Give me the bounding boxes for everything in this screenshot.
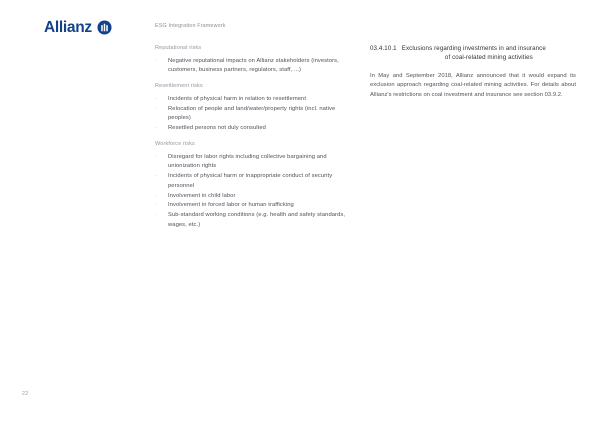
bullet-dash-icon: · bbox=[155, 212, 158, 219]
bullet-dash-icon: · bbox=[155, 173, 158, 180]
list-item-text: Relocation of people and land/water/property rights (incl. native peoples) bbox=[168, 105, 336, 122]
bullet-dash-icon: · bbox=[155, 192, 158, 199]
list-item-text: Involvement in child labor bbox=[168, 192, 236, 199]
risk-group-label: Reputational risks bbox=[155, 45, 202, 51]
bullet-dash-icon: · bbox=[155, 57, 158, 64]
risk-bullet-list bbox=[155, 57, 353, 76]
list-item-text: Incidents of physical harm in relation to resettlement bbox=[168, 95, 307, 102]
section-title bbox=[402, 45, 576, 63]
list-item-text: Involvement in forced labor or human trafficking bbox=[168, 202, 294, 209]
list-item bbox=[155, 95, 353, 104]
bullet-dash-icon: · bbox=[155, 95, 158, 102]
running-header-title: ESG Integration Framework bbox=[155, 23, 226, 29]
list-item bbox=[155, 153, 353, 172]
bullet-dash-icon: · bbox=[155, 105, 158, 112]
section-title-line-1: Exclusions regarding investments in and insurance bbox=[401, 45, 546, 52]
risk-group-label: Workforce risks bbox=[155, 141, 195, 148]
bullet-dash-icon: · bbox=[155, 202, 158, 209]
list-item bbox=[155, 192, 353, 201]
section-number: 03.4.10.1 bbox=[370, 45, 397, 52]
right-content-column bbox=[370, 45, 576, 106]
allianz-wordmark: Allianz bbox=[44, 19, 92, 36]
section-heading bbox=[370, 45, 576, 63]
risk-group-resettlement bbox=[155, 83, 353, 133]
list-item bbox=[155, 105, 353, 124]
risk-group-workforce bbox=[155, 141, 353, 230]
risk-bullet-list bbox=[155, 95, 353, 134]
bullet-dash-icon: · bbox=[155, 125, 158, 132]
list-item bbox=[155, 201, 353, 210]
list-item-text: Disregard for labor rights including collective bargaining and unionization rights bbox=[168, 153, 327, 170]
page-number: 22 bbox=[22, 391, 29, 397]
allianz-logo bbox=[44, 20, 112, 36]
bullet-dash-icon: · bbox=[155, 153, 158, 160]
risk-bullet-list bbox=[155, 153, 353, 230]
section-body-paragraph: In May and September 2018, Allianz announced that it would expand its exclusion approach regarding coal-related mining activities. For details about Allianz's restrictions on coal investment and insurance see section 03.9.2. bbox=[370, 72, 576, 98]
risk-group-reputational bbox=[155, 45, 353, 75]
list-item bbox=[155, 57, 353, 76]
allianz-bars-circle-icon bbox=[97, 20, 112, 35]
list-item bbox=[155, 124, 353, 133]
list-item-text: Sub-standard working conditions (e.g. health and safety standards, wages, etc.) bbox=[168, 212, 346, 228]
list-item bbox=[155, 172, 353, 191]
risk-group-label: Resettlement risks bbox=[155, 83, 203, 90]
list-item-text: Negative reputational impacts on Allianz stakeholders (investors, customers, business partners, regulators, staff, ...) bbox=[168, 57, 339, 73]
list-item-text: Incidents of physical harm or inappropriate conduct of security personnel bbox=[168, 173, 333, 189]
left-content-column bbox=[155, 45, 353, 238]
list-item-text: Resettled persons not duly consulted bbox=[168, 125, 266, 132]
list-item bbox=[155, 211, 353, 230]
section-title-line-2: of coal-related mining activities bbox=[444, 53, 533, 61]
